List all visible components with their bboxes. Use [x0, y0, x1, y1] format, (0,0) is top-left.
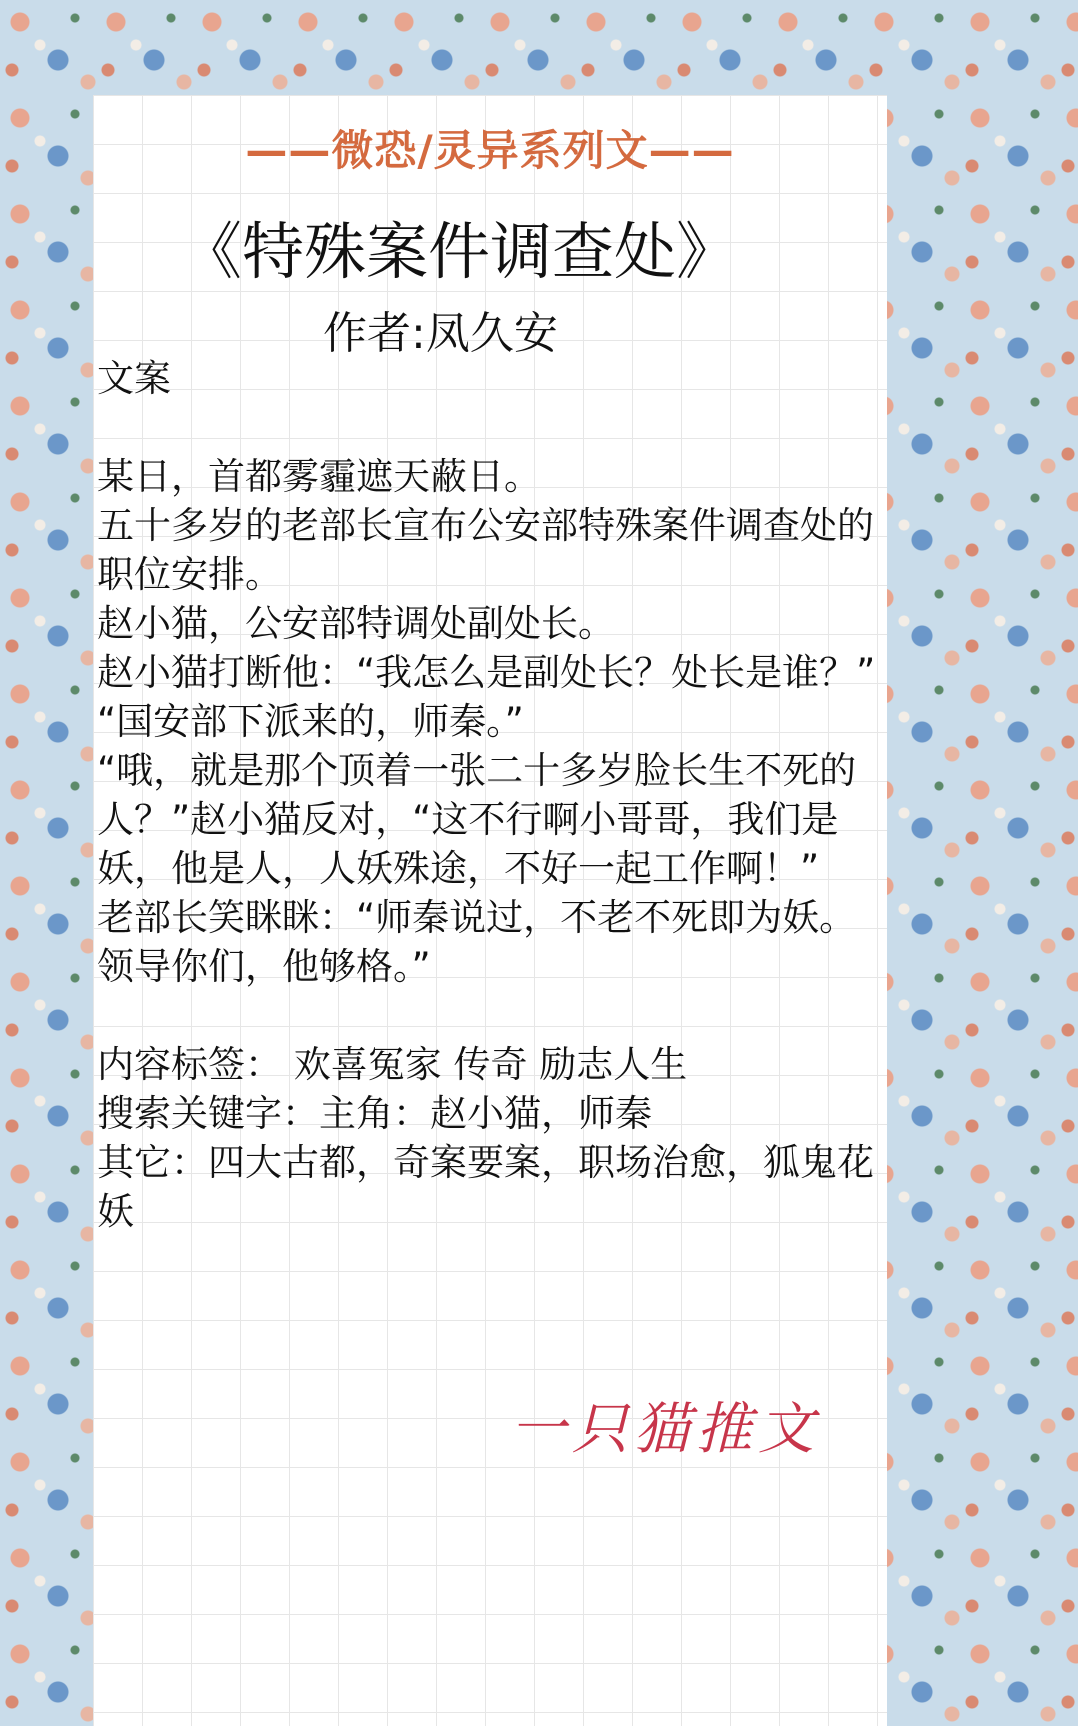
paragraph: “哦，就是那个顶着一张二十多岁脸长生不死的人？”赵小猫反对，“这不行啊小哥哥，我们是妖，他是人，人妖殊途，不好一起工作啊！” — [97, 749, 857, 890]
spacer — [97, 991, 887, 1040]
paragraph: 五十多岁的老部长宣布公安部特殊案件调查处的职位安排。 — [97, 504, 874, 596]
synopsis — [97, 354, 887, 1236]
signature: 一只猫推文 — [510, 1397, 820, 1462]
spacer — [97, 403, 887, 452]
other-line: 其它：四大古都，奇案要案，职场治愈，狐鬼花妖 — [97, 1141, 874, 1233]
section-label: 文案 — [97, 357, 171, 400]
book-title: 《特殊案件调查处》 — [180, 215, 739, 288]
book-author: 作者:凤久安 — [323, 308, 558, 359]
tags-line: 内容标签： 欢喜冤家 传奇 励志人生 — [97, 1043, 688, 1086]
keywords-line: 搜索关键字：主角：赵小猫，师秦 — [97, 1092, 652, 1135]
series-heading: ——微恐/灵异系列文—— — [245, 126, 735, 175]
paragraph: “国安部下派来的，师秦。” — [97, 700, 524, 743]
paragraph: 赵小猫打断他：“我怎么是副处长？处长是谁？” — [97, 651, 876, 694]
paragraph: 赵小猫，公安部特调处副处长。 — [97, 602, 615, 645]
paragraph: 某日，首都雾霾遮天蔽日。 — [97, 455, 541, 498]
paragraph: 老部长笑眯眯：“师秦说过，不老不死即为妖。领导你们，他够格。” — [97, 896, 857, 988]
